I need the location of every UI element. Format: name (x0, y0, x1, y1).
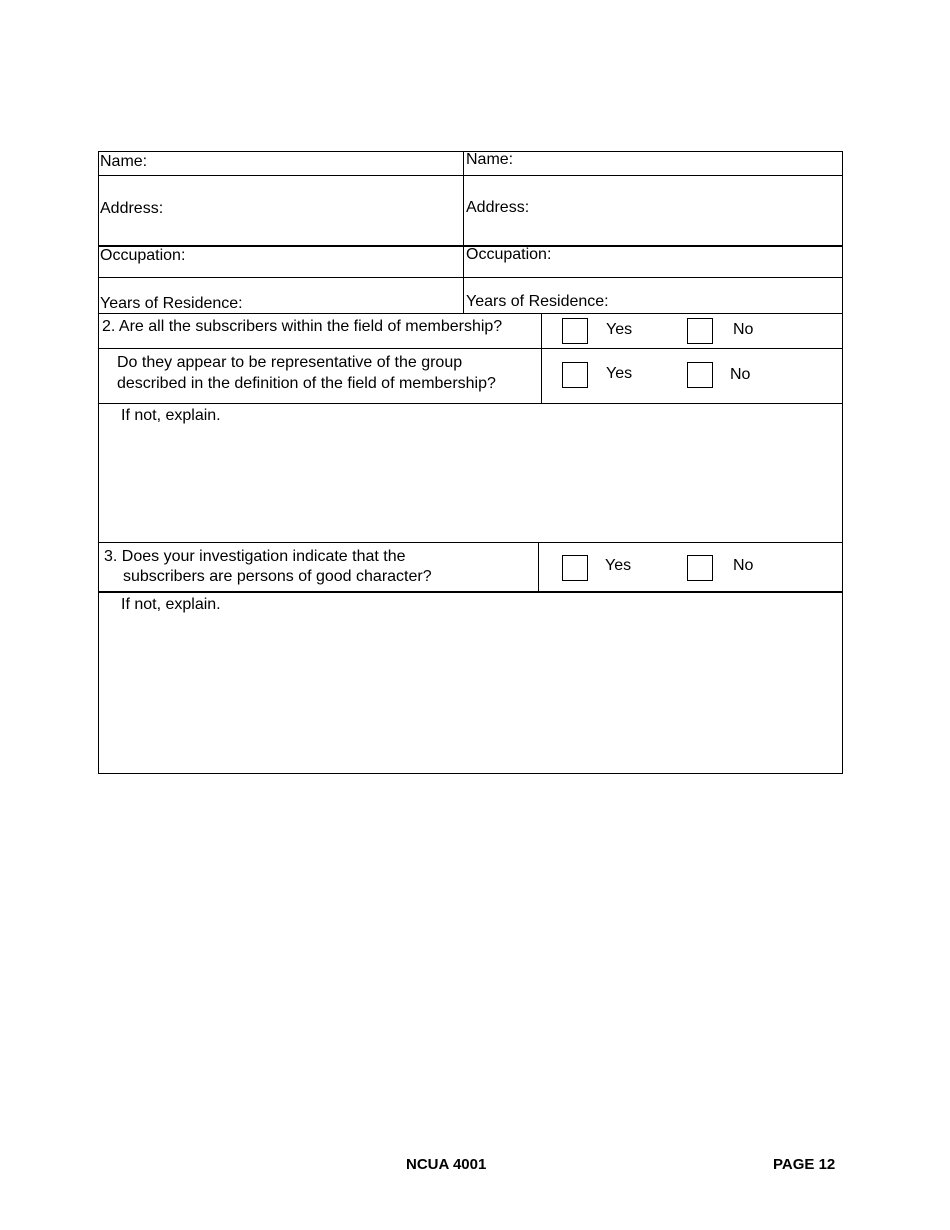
right-address-label: Address: (466, 199, 530, 216)
row-divider (98, 175, 843, 176)
q2-no-checkbox[interactable] (687, 318, 713, 344)
page-number: PAGE 12 (773, 1156, 836, 1173)
q3-explain-label: If not, explain. (121, 596, 221, 613)
q2-yes-label: Yes (606, 321, 633, 338)
q3-question-line2: subscribers are persons of good character? (123, 568, 432, 585)
row-divider (98, 277, 843, 278)
q2-explain-field[interactable] (100, 428, 840, 540)
form-id: NCUA 4001 (406, 1156, 487, 1173)
left-address-label: Address: (100, 200, 164, 217)
table-border-left (98, 151, 99, 774)
column-divider (541, 313, 542, 403)
q3-question-line1: 3. Does your investigation indicate that the (104, 548, 406, 565)
left-occupation-label: Occupation: (100, 247, 186, 264)
q3-yes-checkbox[interactable] (562, 555, 588, 581)
q3-explain-field[interactable] (100, 618, 840, 771)
right-occupation-label: Occupation: (466, 246, 552, 263)
q2-followup-no-label: No (730, 366, 751, 383)
q2-explain-label: If not, explain. (121, 407, 221, 424)
left-years-label: Years of Residence: (100, 295, 243, 312)
q2-followup-line1: Do they appear to be representative of the group (117, 354, 463, 371)
q2-question: 2. Are all the subscribers within the field of membership? (102, 318, 503, 335)
q2-no-label: No (733, 321, 754, 338)
q2-followup-line2: described in the definition of the field of membership? (117, 375, 496, 392)
table-border-bottom (98, 773, 843, 774)
right-name-label: Name: (466, 151, 514, 168)
table-border-right (842, 151, 843, 774)
q2-followup-yes-label: Yes (606, 365, 633, 382)
q3-yes-label: Yes (605, 557, 632, 574)
q3-no-checkbox[interactable] (687, 555, 713, 581)
column-divider (463, 151, 464, 313)
row-divider (98, 403, 843, 404)
q2-followup-no-checkbox[interactable] (687, 362, 713, 388)
row-divider (98, 348, 843, 349)
row-divider (98, 542, 843, 543)
row-divider (98, 591, 843, 593)
q3-no-label: No (733, 557, 754, 574)
q2-followup-yes-checkbox[interactable] (562, 362, 588, 388)
right-years-label: Years of Residence: (466, 293, 609, 310)
column-divider (538, 542, 539, 592)
left-name-label: Name: (100, 153, 148, 170)
q2-yes-checkbox[interactable] (562, 318, 588, 344)
row-divider (98, 313, 843, 314)
